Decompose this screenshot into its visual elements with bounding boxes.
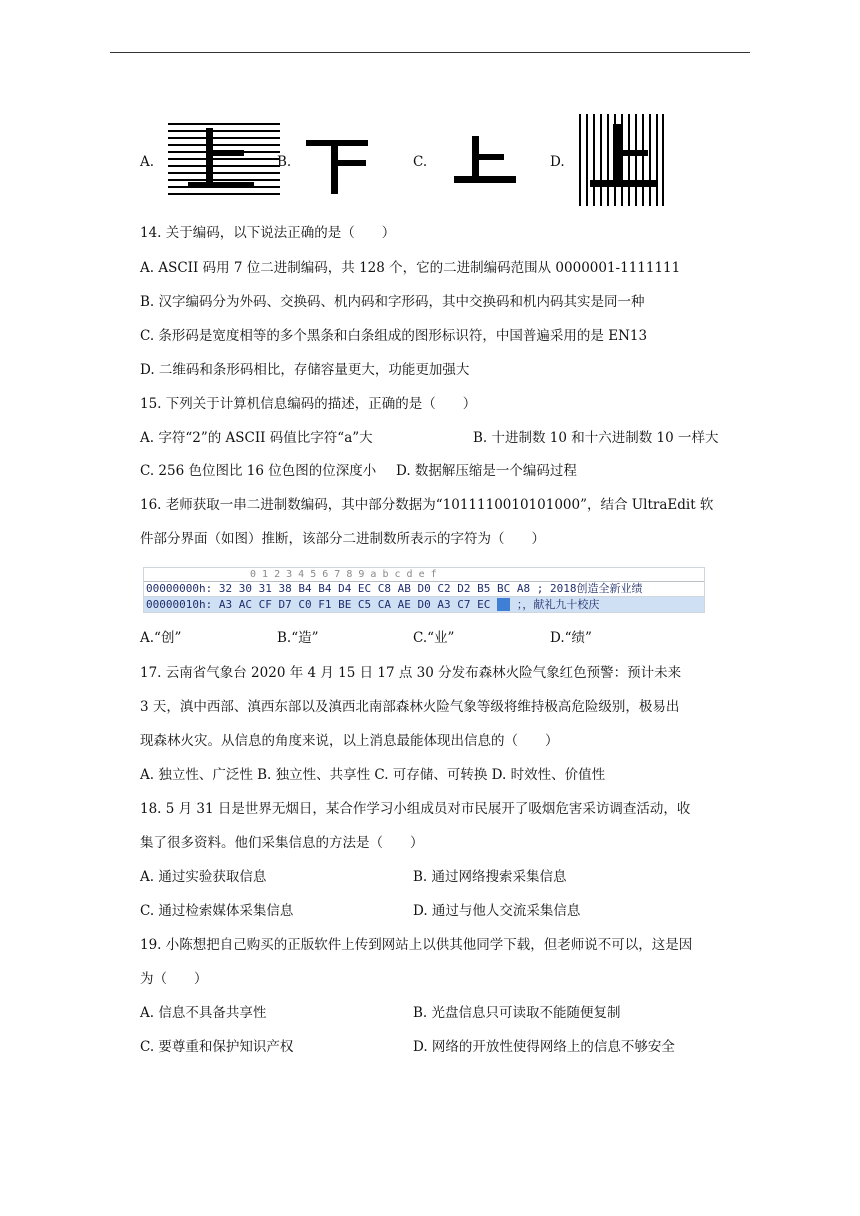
q18-option-a: A. 通过实验获取信息 — [140, 869, 267, 885]
q15-option-d: D. 数据解压缩是一个编码过程 — [396, 463, 577, 479]
hex-row-2-text: ；，献礼九十校庆 — [516, 598, 600, 611]
q17-stem-line3: 现森林火灾。从信息的角度来说，以上消息最能体现出信息的（ ） — [140, 733, 559, 749]
hex-row-2 — [144, 597, 704, 612]
q16-option-b: B.“造” — [277, 630, 319, 646]
q15-stem: 15. 下列关于计算机信息编码的描述，正确的是（ ） — [140, 396, 477, 412]
q14-stem: 14. 关于编码，以下说法正确的是（ ） — [140, 225, 396, 241]
q19-option-c: C. 要尊重和保护知识产权 — [140, 1039, 294, 1055]
q18-option-b: B. 通过网络搜索采集信息 — [413, 869, 567, 885]
header-rule — [110, 52, 750, 53]
q13-option-b-image — [304, 136, 368, 196]
ultraedit-hex-view — [143, 567, 705, 613]
glyph-xia-image — [304, 136, 368, 196]
q13-option-c-label: C. — [413, 154, 428, 170]
q16-option-a: A.“创” — [140, 630, 182, 646]
q19-option-b: B. 光盘信息只可读取不能随便复制 — [413, 1005, 621, 1021]
q14-option-a: A. ASCII 码用 7 位二进制编码，共 128 个，它的二进制编码范围从 0000001-1111111 — [140, 260, 681, 276]
q16-stem-line1: 16. 老师获取一串二进制数编码，其中部分数据为“1011110010101000”，结合 UltraEdit 软 — [140, 497, 714, 513]
q18-option-c: C. 通过检索媒体采集信息 — [140, 903, 294, 919]
q13-option-a-label: A. — [140, 154, 155, 170]
q13-option-c-image — [448, 134, 518, 188]
hex-row-1-address: 00000000h: — [146, 582, 213, 595]
glyph-shang-image — [448, 134, 518, 188]
hex-row-2-address: 00000010h: — [146, 598, 213, 611]
q13-option-d-label: D. — [550, 154, 565, 170]
hex-selection-block — [497, 598, 510, 611]
q14-option-d: D. 二维码和条形码相比，存储容量更大，功能更加强大 — [140, 362, 470, 378]
q18-stem-line1: 18. 5 月 31 日是世界无烟日，某合作学习小组成员对市民展开了吸烟危害采访调查活动，收 — [140, 801, 691, 817]
q16-option-c: C.“业” — [413, 630, 455, 646]
hex-column-header: 0 1 2 3 4 5 6 7 8 9 a b c d e f — [144, 568, 704, 582]
q18-stem-line2: 集了很多资料。他们采集信息的方法是（ ） — [140, 835, 424, 851]
q17-options: A. 独立性、广泛性 B. 独立性、共享性 C. 可存储、可转换 D. 时效性、价值性 — [140, 767, 606, 783]
striped-glyph-horizontal-image — [168, 120, 280, 196]
q19-stem-line1: 19. 小陈想把自己购买的正版软件上传到网站上以供其他同学下载，但老师说不可以，这是因 — [140, 937, 693, 953]
q13-option-b-label: B. — [277, 154, 292, 170]
q16-stem-line2: 件部分界面（如图）推断，该部分二进制数所表示的字符为（ ） — [140, 531, 545, 547]
q16-option-d: D.“绩” — [550, 630, 592, 646]
q17-stem-line1: 17. 云南省气象台 2020 年 4 月 15 日 17 点 30 分发布森林火险气象红色预警：预计未来 — [140, 665, 682, 681]
q13-option-a-image — [168, 120, 280, 196]
hex-row-2-bytes: A3 AC CF D7 C0 F1 BE C5 CA AE D0 A3 C7 EC — [218, 598, 491, 611]
striped-glyph-vertical-image — [578, 114, 664, 206]
q15-option-a: A. 字符“2”的 ASCII 码值比字符“a”大 — [140, 430, 373, 446]
q17-stem-line2: 3 天，滇中西部、滇西东部以及滇西北南部森林火险气象等级将维持极高危险级别，极易出 — [140, 699, 680, 715]
hex-row-1-bytes: 32 30 31 38 B4 B4 D4 EC C8 AB D0 C2 D2 B5 BC A8 — [218, 582, 531, 595]
q19-option-a: A. 信息不具备共享性 — [140, 1005, 267, 1021]
q18-option-d: D. 通过与他人交流采集信息 — [413, 903, 581, 919]
q19-stem-line2: 为（ ） — [140, 971, 208, 987]
q15-option-c: C. 256 色位图比 16 位色图的位深度小 — [140, 463, 377, 479]
q15-option-b: B. 十进制数 10 和十六进制数 10 一样大 — [473, 430, 719, 446]
q14-option-b: B. 汉字编码分为外码、交换码、机内码和字形码，其中交换码和机内码其实是同一种 — [140, 294, 645, 310]
hex-row-1 — [144, 582, 704, 597]
hex-row-1-text: ; 2018创造全新业绩 — [536, 582, 643, 595]
q13-option-d-image — [578, 114, 664, 206]
q14-option-c: C. 条形码是宽度相等的多个黑条和白条组成的图形标识符，中国普遍采用的是 EN13 — [140, 328, 648, 344]
q19-option-d: D. 网络的开放性使得网络上的信息不够安全 — [413, 1039, 675, 1055]
